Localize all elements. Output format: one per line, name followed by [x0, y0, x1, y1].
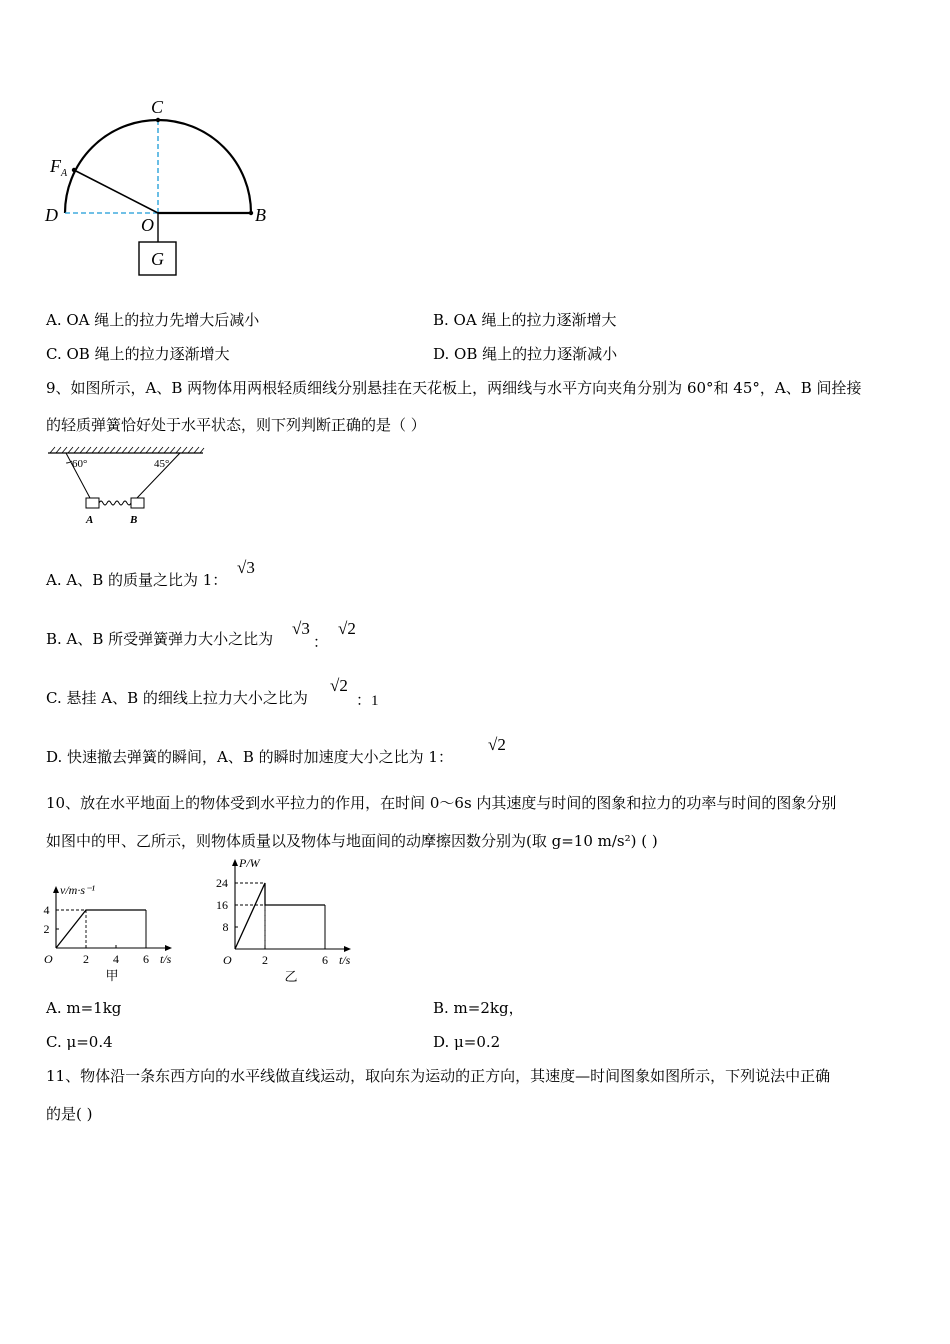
y-axis-arrow	[232, 859, 238, 866]
q9-option-a	[46, 570, 227, 590]
q10-stem-line1: 10、放在水平地面上的物体受到水平拉力的作用，在时间 0～6s 内其速度与时间的图象和拉力的功率与时间的图象分别	[46, 794, 837, 812]
q10-option-a: A. m=1kg	[46, 999, 122, 1017]
angle-60-label: 60°	[72, 458, 88, 470]
q9-option-b-sep: ：	[313, 635, 329, 651]
weight-g-label: G	[151, 249, 164, 269]
q8-option-a: A. OA 绳上的拉力先增大后减小	[46, 311, 260, 329]
q9-stem-line2: 的轻质弹簧恰好处于水平状态，则下列判断正确的是（ ）	[46, 416, 426, 434]
y-tick-label: 4	[43, 903, 50, 917]
point-f-label: F	[50, 156, 61, 176]
q9-stem-line1: 9、如图所示，A、B 两物体用两根轻质细线分别悬挂在天花板上，两细线与水平方向夹角分别为 60°和 45°，A、B 间拴接	[46, 379, 862, 397]
x-axis-arrow	[344, 946, 351, 952]
q9-option-c-text: C. 悬挂 A、B 的细线上拉力大小之比为	[46, 689, 308, 707]
x-tick-label: 6	[322, 953, 328, 967]
x-tick-label: 6	[143, 952, 149, 966]
q9-option-a-text: A. A、B 的质量之比为 1：	[46, 571, 228, 589]
q10-stem-line2: 如图中的甲、乙所示，则物体质量以及物体与地面间的动摩擦因数分别为(取 g=10 m/s²) ( )	[46, 832, 658, 850]
chart-caption: 甲	[105, 968, 119, 983]
q8-option-b: B. OA 绳上的拉力逐渐增大	[433, 311, 617, 329]
q9-option-d	[46, 747, 453, 767]
power-time-chart	[215, 858, 375, 990]
data-series-line	[56, 910, 146, 948]
q9-option-b-sqrt2: √2	[338, 619, 356, 638]
y-axis-label: P/W	[239, 858, 260, 870]
q10-option-c: C. μ=0.4	[46, 1033, 113, 1051]
y-tick-label: 2	[43, 922, 50, 936]
x-tick-label: 2	[262, 953, 268, 967]
y-tick-label: 16	[216, 898, 228, 912]
semicircle-rope-diagram	[40, 95, 280, 285]
x-axis-label: t/s	[339, 953, 351, 967]
q10-option-b: B. m=2kg，	[433, 999, 524, 1017]
block-a-label: A	[86, 514, 94, 526]
q11-stem-line2: 的是( )	[46, 1105, 93, 1123]
hanging-blocks-diagram	[46, 446, 206, 530]
point-o-label: O	[141, 215, 154, 235]
origin-label: O	[223, 953, 232, 967]
origin-label: O	[44, 952, 53, 966]
q9-option-b	[46, 629, 273, 649]
chart-caption: 乙	[284, 969, 298, 984]
y-tick-label: 8	[222, 920, 229, 934]
angle-45-label: 45°	[154, 458, 170, 470]
q9-option-c	[46, 688, 308, 708]
q8-option-c: C. OB 绳上的拉力逐渐增大	[46, 345, 230, 363]
q11-stem-line1: 11、物体沿一条东西方向的水平线做直线运动，取向东为运动的正方向，其速度—时间图象如图所示，下列说法中正确	[46, 1067, 831, 1085]
point-b-label: B	[255, 205, 266, 225]
point-c-label: C	[151, 97, 164, 117]
q9-option-a-sqrt: √3	[237, 558, 255, 577]
velocity-time-chart	[40, 862, 200, 990]
q9-option-d-text: D. 快速撤去弹簧的瞬间，A、B 的瞬时加速度大小之比为 1：	[46, 748, 453, 766]
y-axis-label: v/m·s⁻¹	[60, 883, 95, 897]
q10-option-d: D. μ=0.2	[433, 1033, 501, 1051]
q9-option-d-sqrt: √2	[488, 735, 506, 754]
q9-option-c-sqrt: √2	[330, 676, 348, 695]
y-tick-label: 24	[216, 876, 228, 890]
point-f-subscript: A	[61, 168, 68, 179]
x-tick-label: 2	[83, 952, 89, 966]
y-axis-arrow	[53, 886, 59, 893]
q9-option-b-sqrt1: √3	[292, 619, 310, 638]
point-d-label: D	[45, 205, 58, 225]
block-b-label: B	[130, 514, 138, 526]
q9-option-c-tail: ：1	[356, 693, 379, 709]
data-series-line	[235, 883, 325, 949]
q8-option-d: D. OB 绳上的拉力逐渐减小	[433, 345, 618, 363]
x-axis-arrow	[165, 945, 172, 951]
q9-option-b-text: B. A、B 所受弹簧弹力大小之比为	[46, 630, 274, 648]
x-axis-label: t/s	[160, 952, 172, 966]
x-tick-label: 4	[113, 952, 119, 966]
